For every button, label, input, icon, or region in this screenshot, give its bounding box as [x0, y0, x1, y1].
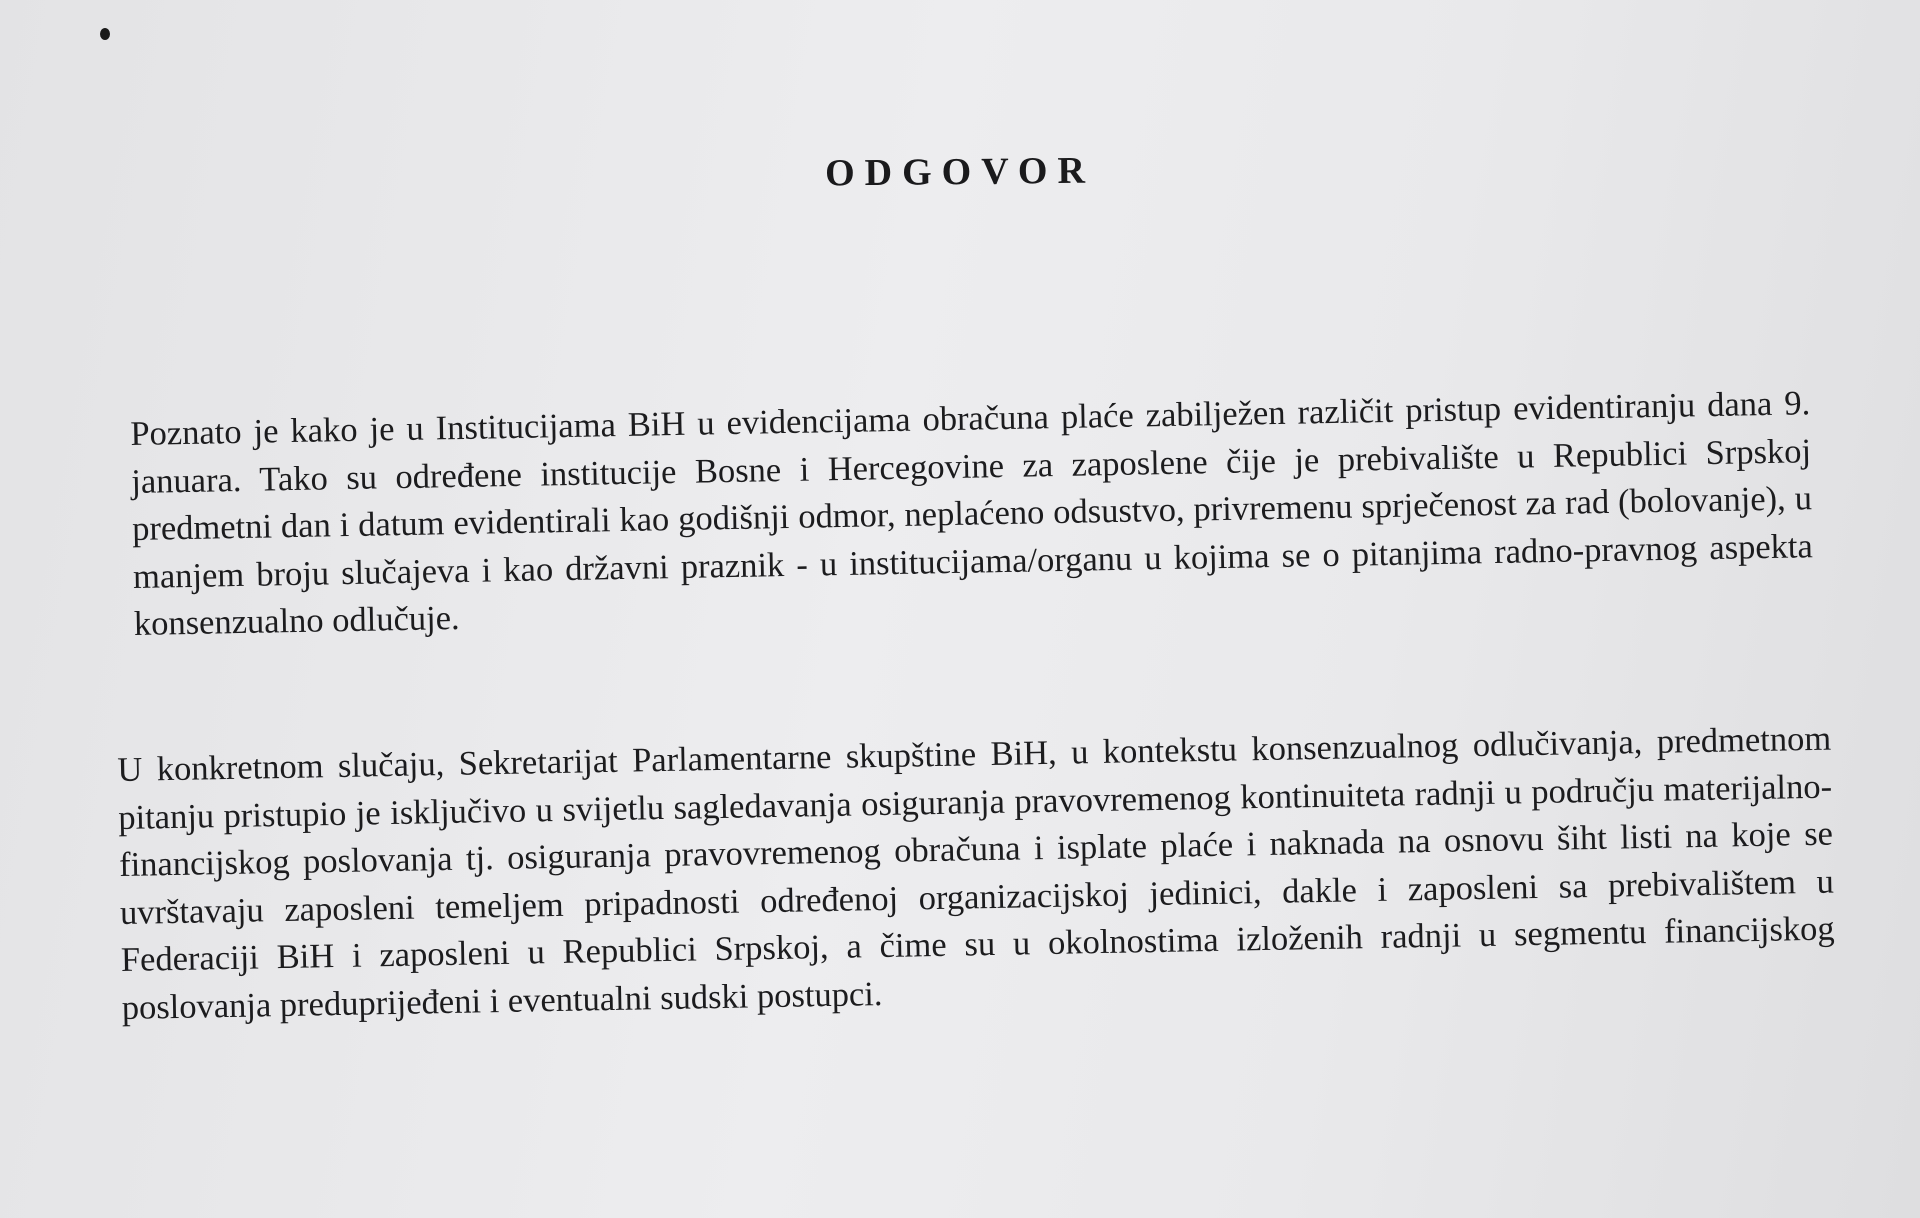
paragraph-2: U konkretnom slučaju, Sekretarijat Parlamentarne skupštine BiH, u kontekstu konsenzualnog odlučivanja, predmetnom pitanju pristupio je isključivo u svijetlu sagledavanja osiguranja pravovremenog kontinuiteta radnji u području materijalno-financijskog poslovanja tj. osiguranja pravovremenog obračuna i isplate plaće i naknada na osnovu šiht listi na koje se uvrštavaju zaposleni temeljem pripadnosti određenoj organizacijskoj jedinici, dakle i zaposleni sa prebivalištem u Federaciji BiH i zaposleni u Republici Srpskoj, a čime su u okolnostima izloženih radnji u segmentu financijskog poslovanja preduprijeđeni i eventualni sudski postupci. [117, 719, 1835, 1026]
bullet-dot-mark [100, 28, 110, 40]
document-title: ODGOVOR [824, 149, 1096, 195]
paragraph-1: Poznato je kako je u Institucijama BiH u evidencijama obračuna plaće zabilježen različit pristup evidentiranju dana 9. januara. Tako su određene institucije Bosne i Hercegovine za zaposlene čije je prebivalište u Republici Srpskoj predmetni dan i datum evidentirali kao godišnji odmor, neplaćeno odsustvo, privremenu sprječenost za rad (bolovanje), u manjem broju slučajeva i kao državni praznik - u institucijama/organu u kojima se o pitanjima radno-pravnog aspekta konsenzualno odlučuje. [130, 383, 1814, 643]
